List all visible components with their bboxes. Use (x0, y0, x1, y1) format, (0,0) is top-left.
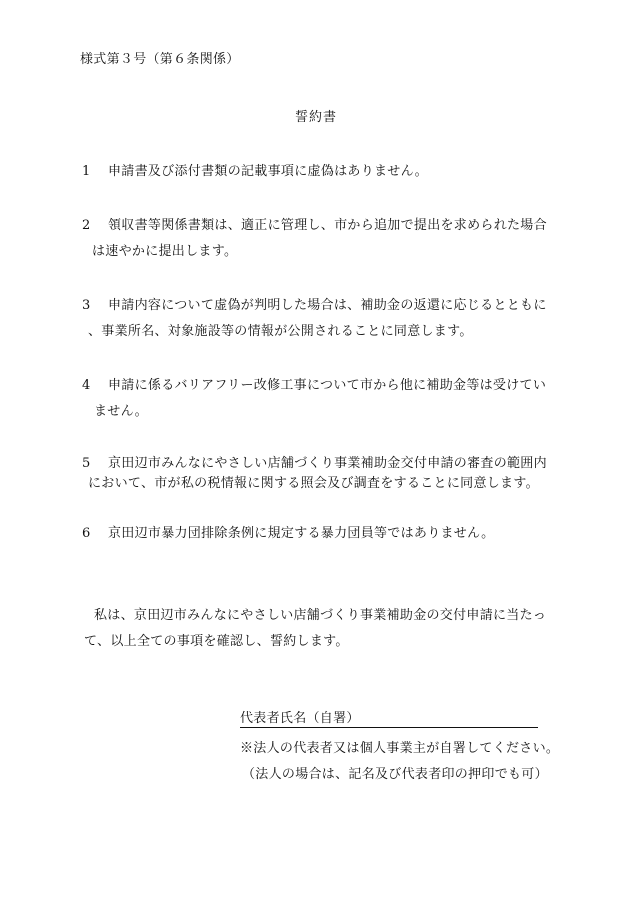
pledge-item-1 (82, 163, 428, 181)
pledge-item-5-continuation: において、市が私の税情報に関する照会及び調査をすることに同意します。 (88, 476, 539, 491)
form-number: 様式第３号（第６条関係） (80, 52, 240, 67)
item-text: 領収書等関係書類は、適正に管理し、市から追加で提出を求められた場合 (108, 218, 547, 233)
item-number: 5 (82, 456, 91, 471)
item-text: 申請に係るバリアフリー改修工事について市から他に補助金等は受けてい (108, 378, 547, 393)
item-text: 申請内容について虚偽が判明した場合は、補助金の返還に応じるとともに (108, 298, 547, 313)
signature-label: 代表者氏名（自署） (240, 711, 360, 726)
declaration-line-2: て、以上全ての事項を確認し、誓約します。 (84, 634, 349, 649)
item-number: 1 (82, 164, 91, 179)
item-text: 京田辺市暴力団排除条例に規定する暴力団員等ではありません。 (108, 526, 495, 541)
pledge-item-4 (82, 377, 546, 395)
pledge-item-3-continuation: 、事業所名、対象施設等の情報が公開されることに同意します。 (88, 324, 473, 339)
item-number: 3 (82, 298, 91, 313)
item-number: 6 (82, 526, 91, 541)
item-number: 2 (82, 218, 91, 233)
signature-note-corporate: （法人の場合は、記名及び代表者印の押印でも可） (242, 767, 548, 782)
signature-line[interactable] (240, 727, 538, 728)
document-title: 誓約書 (295, 110, 338, 125)
item-text: 申請書及び添付書類の記載事項に虚偽はありません。 (108, 164, 428, 179)
pledge-item-6 (82, 525, 494, 543)
pledge-item-2 (82, 217, 547, 235)
item-text: 京田辺市みんなにやさしい店舗づくり事業補助金交付申請の審査の範囲内 (108, 456, 547, 471)
pledge-item-4-continuation: ません。 (94, 404, 148, 419)
signature-note-self-sign: ※法人の代表者又は個人事業主が自署してください。 (240, 741, 560, 756)
pledge-item-2-continuation: は速やかに提出します。 (92, 244, 238, 259)
item-number: 4 (82, 378, 91, 393)
declaration-line-1: 私は、京田辺市みんなにやさしい店舗づくり事業補助金の交付申請に当たっ (94, 608, 547, 623)
pledge-item-3 (82, 297, 547, 315)
pledge-item-5 (82, 455, 547, 473)
